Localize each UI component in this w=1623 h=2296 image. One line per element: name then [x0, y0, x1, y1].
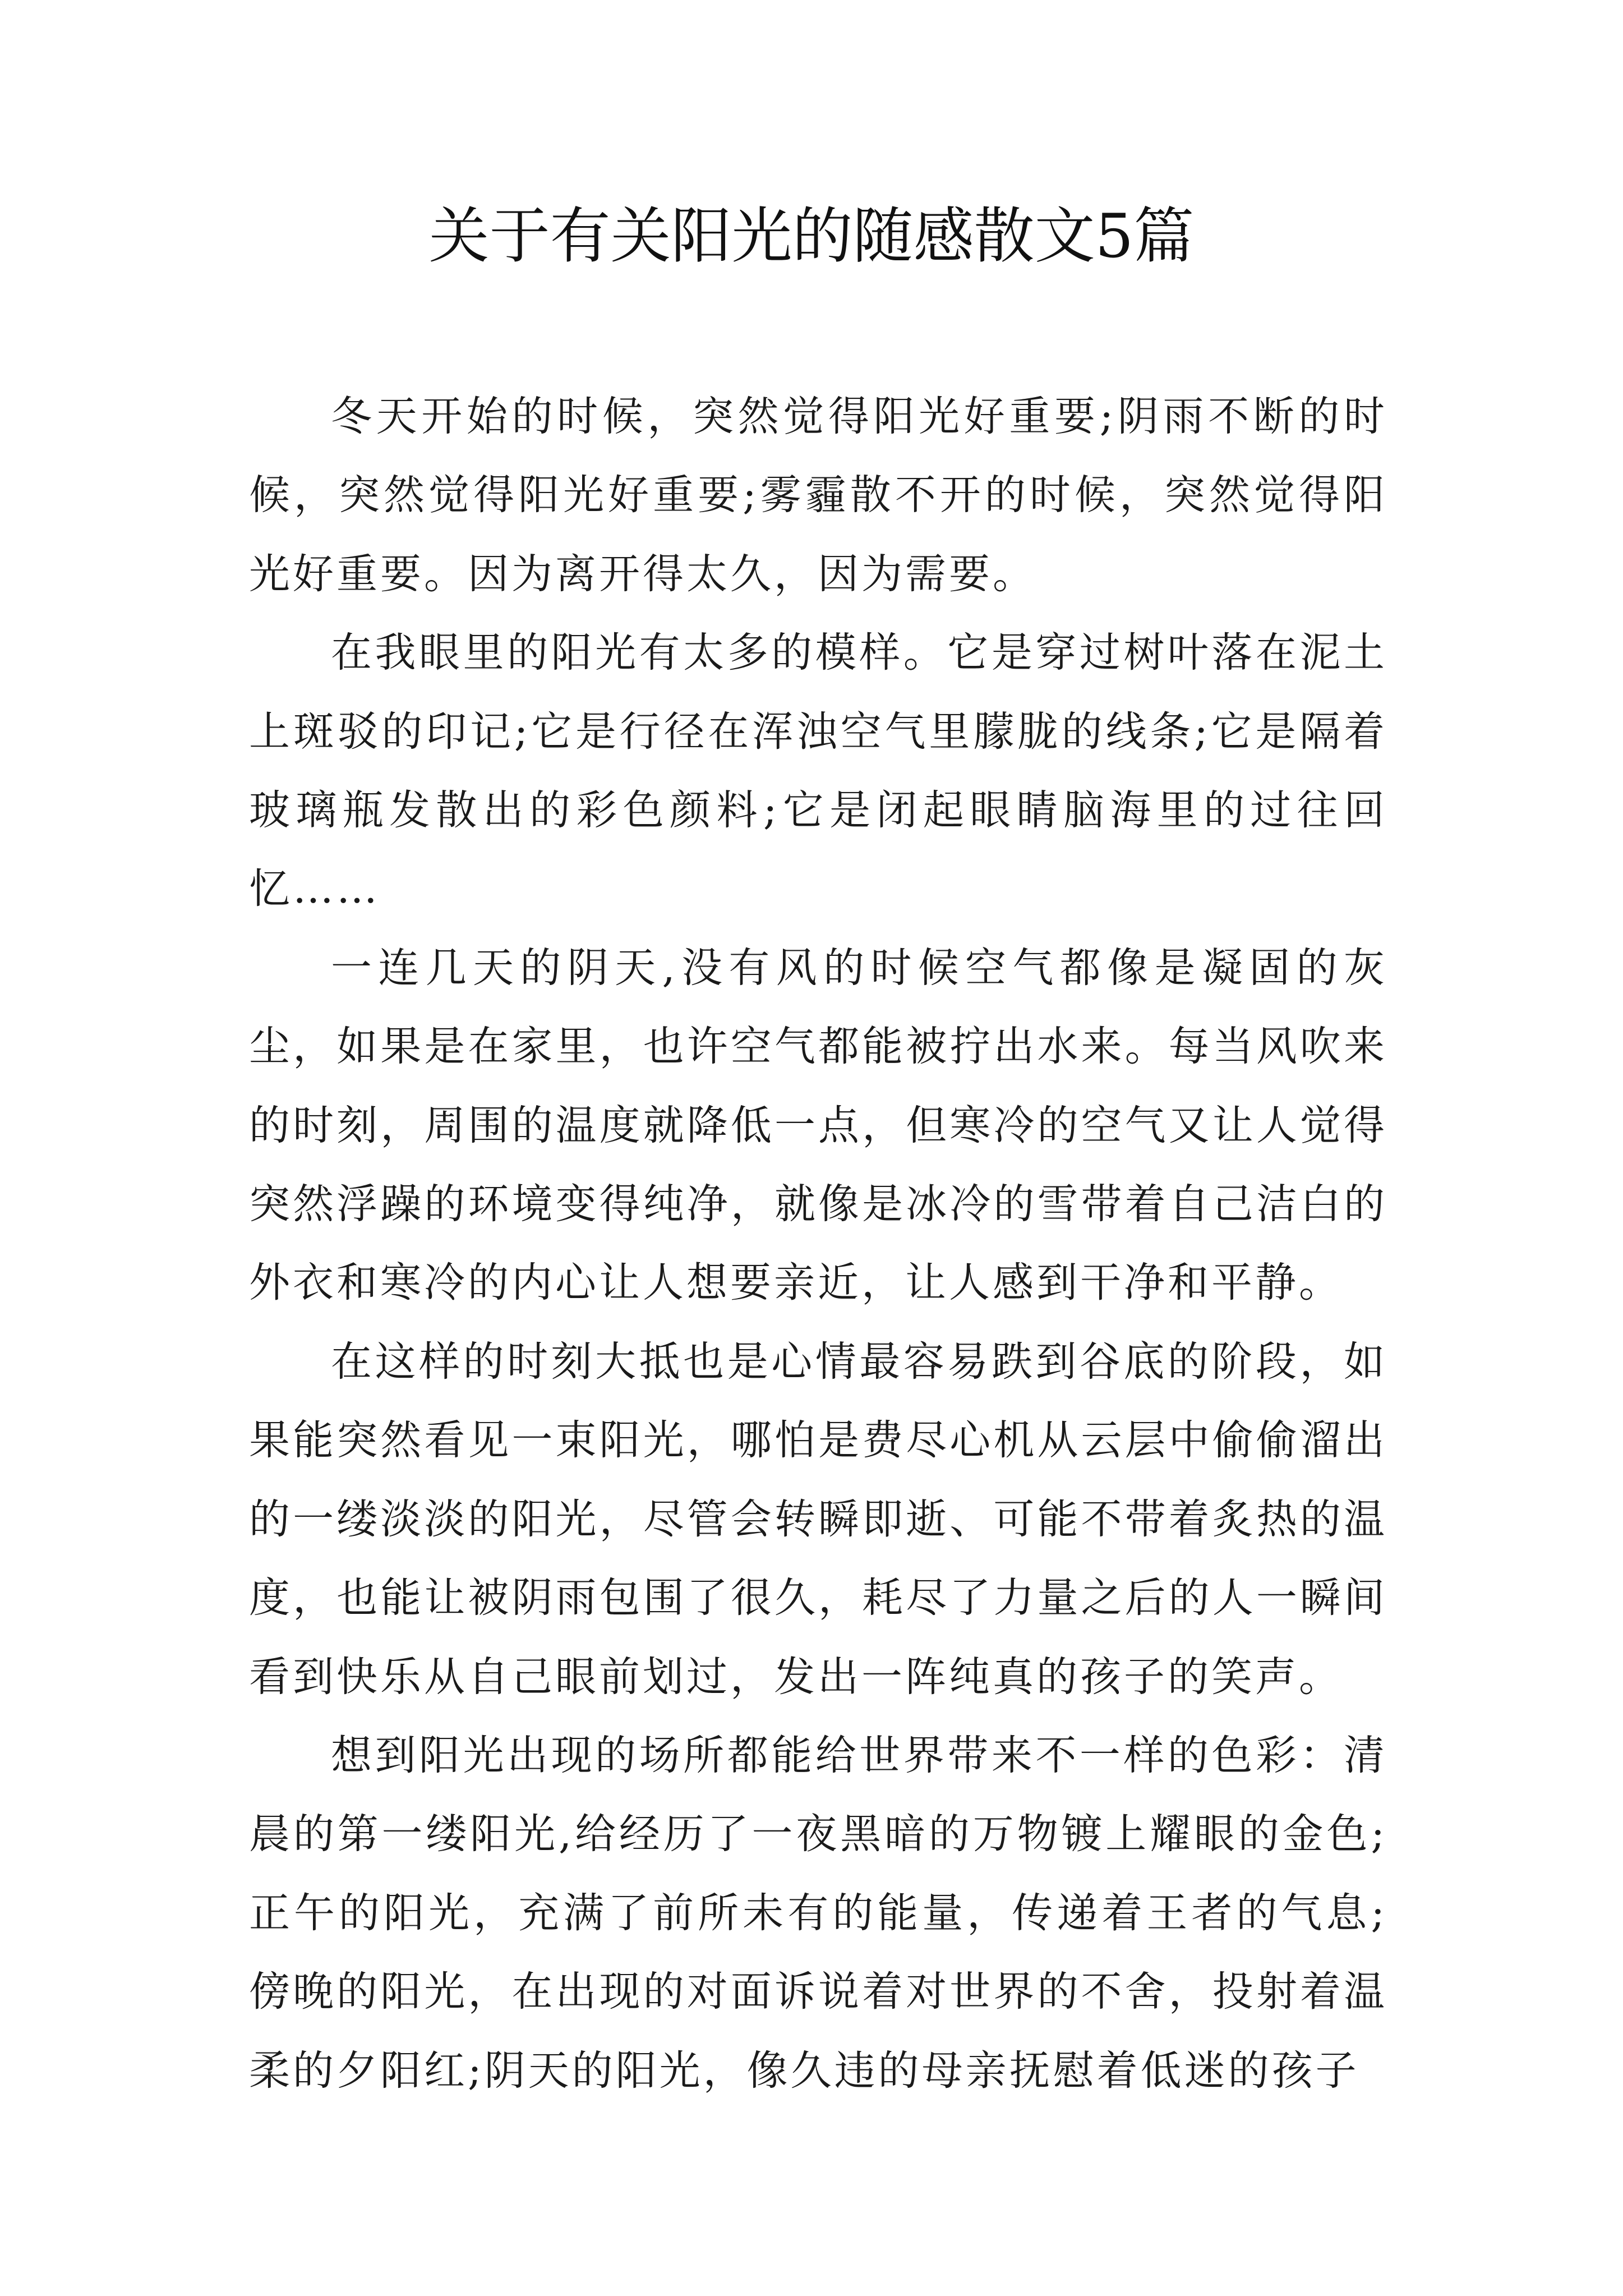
paragraph-5: 想到阳光出现的场所都能给世界带来不一样的色彩：清晨的第一缕阳光,给经历了一夜黑暗的万物镀上耀眼的金色;正午的阳光，充满了前所未有的能量，传递着王者的气息;傍晚的阳光，在出现的对面诉说着对世界的不舍，投射着温柔的夕阳红;阴天的阳光，像久违的母亲抚慰着低迷的孩子 [249, 1731, 1387, 2095]
paragraph-2: 在我眼里的阳光有太多的模样。它是穿过树叶落在泥土上斑驳的印记;它是行径在浑浊空气里朦胧的线条;它是隔着玻璃瓶发散出的彩色颜料;它是闭起眼睛脑海里的过往回忆…… [249, 629, 1387, 913]
document-title: 关于有关阳光的随感散文5篇 [428, 201, 1195, 272]
document-body [249, 378, 1387, 2110]
paragraph-1: 冬天开始的时候，突然觉得阳光好重要;阴雨不断的时候，突然觉得阳光好重要;雾霾散不开的时候，突然觉得阳光好重要。因为离开得太久，因为需要。 [249, 393, 1387, 598]
paragraph-3: 一连几天的阴天,没有风的时候空气都像是凝固的灰尘，如果是在家里，也许空气都能被拧出水来。每当风吹来的时刻，周围的温度就降低一点，但寒冷的空气又让人觉得突然浮躁的环境变得纯净，就像是冰冷的雪带着自己洁白的外衣和寒冷的内心让人想要亲近，让人感到干净和平静。 [249, 944, 1387, 1307]
paragraph-4: 在这样的时刻大抵也是心情最容易跌到谷底的阶段，如果能突然看见一束阳光，哪怕是费尽心机从云层中偷偷溜出的一缕淡淡的阳光，尽管会转瞬即逝、可能不带着炙热的温度，也能让被阴雨包围了很久，耗尽了力量之后的人一瞬间看到快乐从自己眼前划过，发出一阵纯真的孩子的笑声。 [249, 1337, 1387, 1701]
